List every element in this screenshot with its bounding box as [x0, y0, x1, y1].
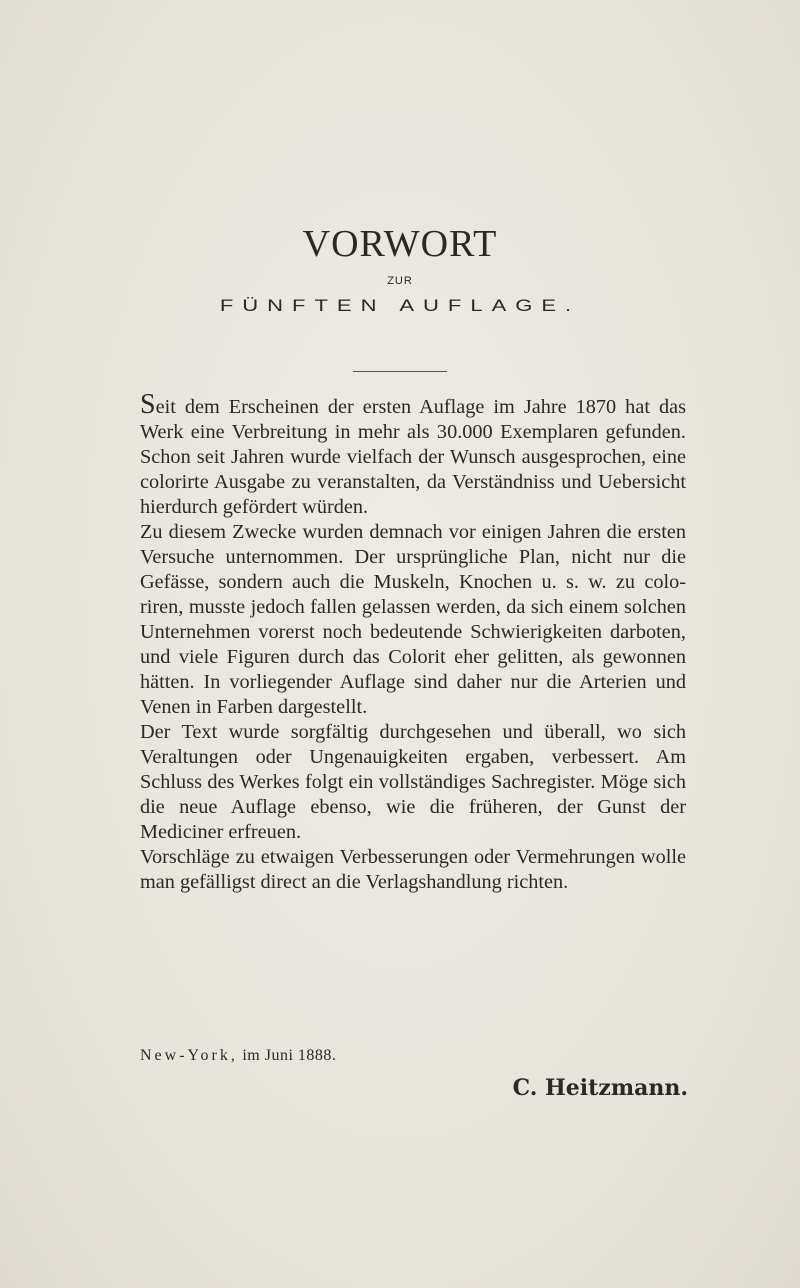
date: im Juni 1888. — [242, 1047, 337, 1064]
page-title: VORWORT — [302, 223, 498, 265]
place-date-line — [140, 1047, 336, 1065]
preface-body — [140, 389, 686, 895]
paragraph-1: Seit dem Erscheinen der ersten Auflage im Jahre 1870 hat das Werk eine Verbreitung in mehr als 30.000 Exemplaren gefunden. Schon seit Jahren wurde vielfach der Wunsch ausgesprochen, eine colorirte Ausgabe zu veranstalten, da Verständniss und Uebersicht hierdurch gefördert würden. — [140, 389, 686, 518]
title-divider — [353, 371, 447, 372]
paragraph-4: Vorschläge zu etwaigen Verbesserungen oder Vermehrungen wolle man gefälligst direct an die Verlagshandlung richten. — [140, 846, 686, 893]
signature: C. Heitzmann. — [512, 1075, 688, 1101]
title-connector: ZUR — [387, 275, 413, 287]
paragraph-3: Der Text wurde sorgfältig durchgesehen und überall, wo sich Veraltungen oder Ungenauigkeiten ergaben, verbessert. Am Schluss des Werkes folgt ein vollständiges Sachregister. Möge sich die neue Auflage ebenso, wie die früheren, der Gunst der Mediciner erfreuen. — [140, 721, 686, 843]
place: New-York, — [140, 1047, 238, 1064]
page-subtitle: FÜNFTEN AUFLAGE. — [219, 296, 581, 315]
paragraph-2: Zu diesem Zwecke wurden demnach vor einigen Jahren die ersten Versuche unternommen. Der ursprüngliche Plan, nicht nur die Gefässe, sondern auch die Muskeln, Knochen u. s. w. zu colo-riren, musste jedoch fallen gelassen werden, da sich einem solchen Unternehmen vorerst noch bedeutende Schwierigkeiten darboten, und viele Figuren durch das Colorit eher gelitten, als gewonnen hätten. In vorliegender Auflage sind daher nur die Arterien und Venen in Farben dargestellt. — [140, 521, 686, 718]
